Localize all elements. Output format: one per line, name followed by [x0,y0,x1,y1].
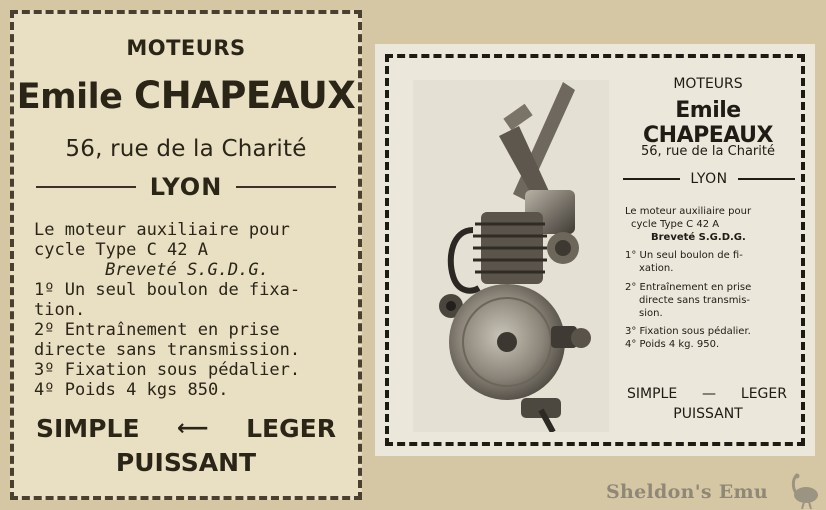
right-item1-line2: xation. [639,263,674,275]
right-name-last: CHAPEAUX [643,123,773,148]
right-slogan-row [627,386,787,402]
right-item2-line3: sion. [639,307,663,319]
left-item2-line1: 2º Entraînement en prise [34,320,280,340]
right-slogan-puissant: PUISSANT [673,406,743,422]
right-item1-line1: 1° Un seul boulon de fi- [625,250,743,262]
watermark-text: Sheldon's Emu [606,481,769,503]
left-slogan-dash: ⟵ [177,416,209,441]
right-item3: 3° Fixation sous pédalier. [625,326,751,338]
left-advertisement [10,10,362,500]
left-name-first: Emile [16,77,123,117]
left-item3: 3º Fixation sous pédalier. [34,360,301,380]
right-slogan-dash: — [702,386,717,402]
right-address: 56, rue de la Charité [641,144,775,159]
left-company-name [14,74,358,117]
right-item4: 4° Poids 4 kg. 950. [625,339,720,351]
right-city: LYON [690,171,728,187]
right-intro-line2: cycle Type C 42 A [631,218,720,230]
left-slogan-leger: LEGER [246,414,336,443]
right-rule-left [623,178,680,180]
left-item1-line1: 1º Un seul boulon de fixa- [34,280,301,300]
left-patent: Breveté S.G.D.G. [105,260,269,280]
left-city-row [36,170,336,204]
left-rule-left [36,186,136,188]
left-slogan-simple: SIMPLE [36,414,140,443]
right-slogan-leger: LEGER [740,386,787,402]
right-item2-line1: 2° Entraînement en prise [625,281,752,293]
right-city-row [623,168,795,190]
right-advertisement [375,44,815,456]
left-rule-right [236,186,336,188]
left-item1-line2: tion. [34,300,86,320]
left-intro-line1: Le moteur auxiliaire pour [34,220,290,240]
left-heading-moteurs: MOTEURS [126,36,246,60]
left-item4: 4º Poids 4 kgs 850. [34,380,229,400]
left-name-last: CHAPEAUX [134,74,356,117]
right-intro-line1: Le moteur auxiliaire pour [625,206,752,217]
right-body-text [625,206,795,352]
right-patent: Breveté S.G.D.G. [651,231,746,243]
right-rule-right [738,178,795,180]
left-slogan-puissant: PUISSANT [115,448,257,477]
right-text-column [615,44,801,456]
engine-photo [413,80,609,432]
right-name-first: Emile [675,98,741,123]
left-item2-line2: directe sans transmission. [34,340,301,360]
emu-icon [784,473,824,509]
left-intro-line2: cycle Type C 42 A [34,240,208,260]
right-company-name [615,98,801,148]
left-address: 56, rue de la Charité [65,136,307,162]
right-item2-line2: directe sans transmis- [639,294,751,306]
left-slogan-row [36,414,336,443]
left-body-text [34,220,340,400]
right-heading-moteurs: MOTEURS [673,76,743,92]
left-city: LYON [149,173,223,201]
right-slogan-simple: SIMPLE [627,386,678,402]
